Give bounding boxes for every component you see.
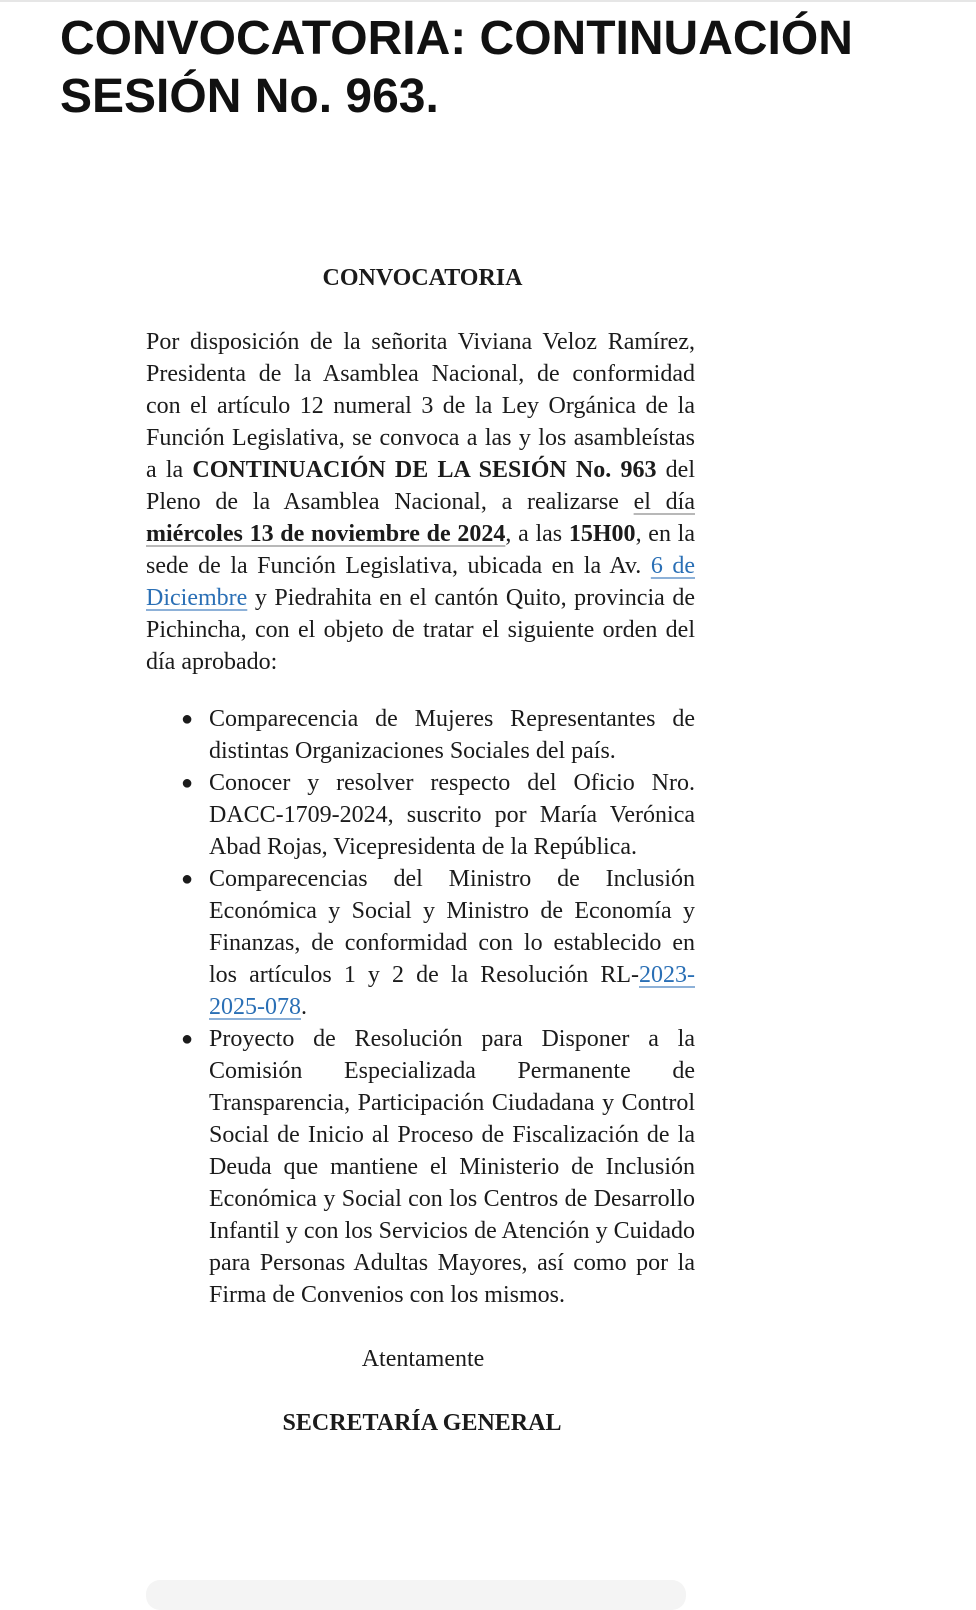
convocation-paragraph [146,326,695,678]
intro-text-5: y Piedrahita en el cantón Quito, provincia de Pichincha, con el objeto de tratar el siguiente orden del día aprobado: [146,585,695,675]
date-value: miércoles 13 de noviembre de 2024 [146,521,506,547]
convocation-document [146,262,695,1439]
page-headline: CONVOCATORIA: CONTINUACIÓN SESIÓN No. 963. [60,12,853,123]
intro-text-3: , a las [505,521,569,547]
agenda-item [146,703,695,767]
agenda-item-text: Comparecencia de Mujeres Representantes de distintas Organizaciones Sociales del país. [209,706,695,764]
intro-text-4: , en la sede de la Función Legislativa, ubicada en la Av. [146,521,695,579]
session-time: 15H00 [568,521,636,547]
session-name: CONTINUACIÓN DE LA SESIÓN No. 963 [192,457,657,483]
intro-text-2: del Pleno de la Asamblea Nacional, a realizarse [146,457,695,515]
resolution-number-link[interactable]: 2023-2025-078 [209,962,695,1020]
agenda-item-text: Comparecencias del Ministro de Inclusión Económica y Social y Ministro de Economía y Finanzas, de conformidad con lo establecido en los artículos 1 y 2 de la Resolución RL- [209,866,695,988]
agenda-item-text: Proyecto de Resolución para Disponer a la Comisión Especializada Permanente de Transparencia, Participación Ciudadana y Control Social de Inicio al Proceso de Fiscalización de la Deuda que mantiene el Ministerio de Inclusión Económica y Social con los Centros de Desarrollo Infantil y con los Servicios de Atención y Cuidado para Personas Adultas Mayores, así como por la Firma de Convenios con los mismos. [209,1026,695,1308]
top-divider [0,0,976,2]
agenda-item-text: Conocer y resolver respecto del Oficio Nro. DACC-1709-2024, suscrito por María Verónica Abad Rojas, Vicepresidenta de la República. [209,770,695,860]
document-title: CONVOCATORIA [322,265,523,291]
date-prefix: el día [633,489,695,515]
agenda-item [146,1023,695,1311]
closing-salutation: Atentamente [361,1346,485,1372]
signature-block: SECRETARÍA GENERAL [282,1410,562,1436]
agenda-list [146,703,695,1311]
bullet-icon: ● [181,868,194,890]
bullet-icon: ● [181,708,194,730]
intro-text-1: Por disposición de la señorita Viviana Veloz Ramírez, Presidenta de la Asamblea Nacional, de conformidad con el artículo 12 numeral 3 de la Ley Orgánica de la Función Legislativa, se convoca a las y los asambleístas a la [146,329,695,483]
agenda-item [146,767,695,863]
agenda-item [146,863,695,1023]
bottom-edge-shadow [146,1580,686,1610]
avenue-link[interactable]: 6 de Diciembre [146,553,695,611]
bullet-icon: ● [181,1028,194,1050]
bullet-icon: ● [181,772,194,794]
agenda-item-end: . [301,994,307,1020]
